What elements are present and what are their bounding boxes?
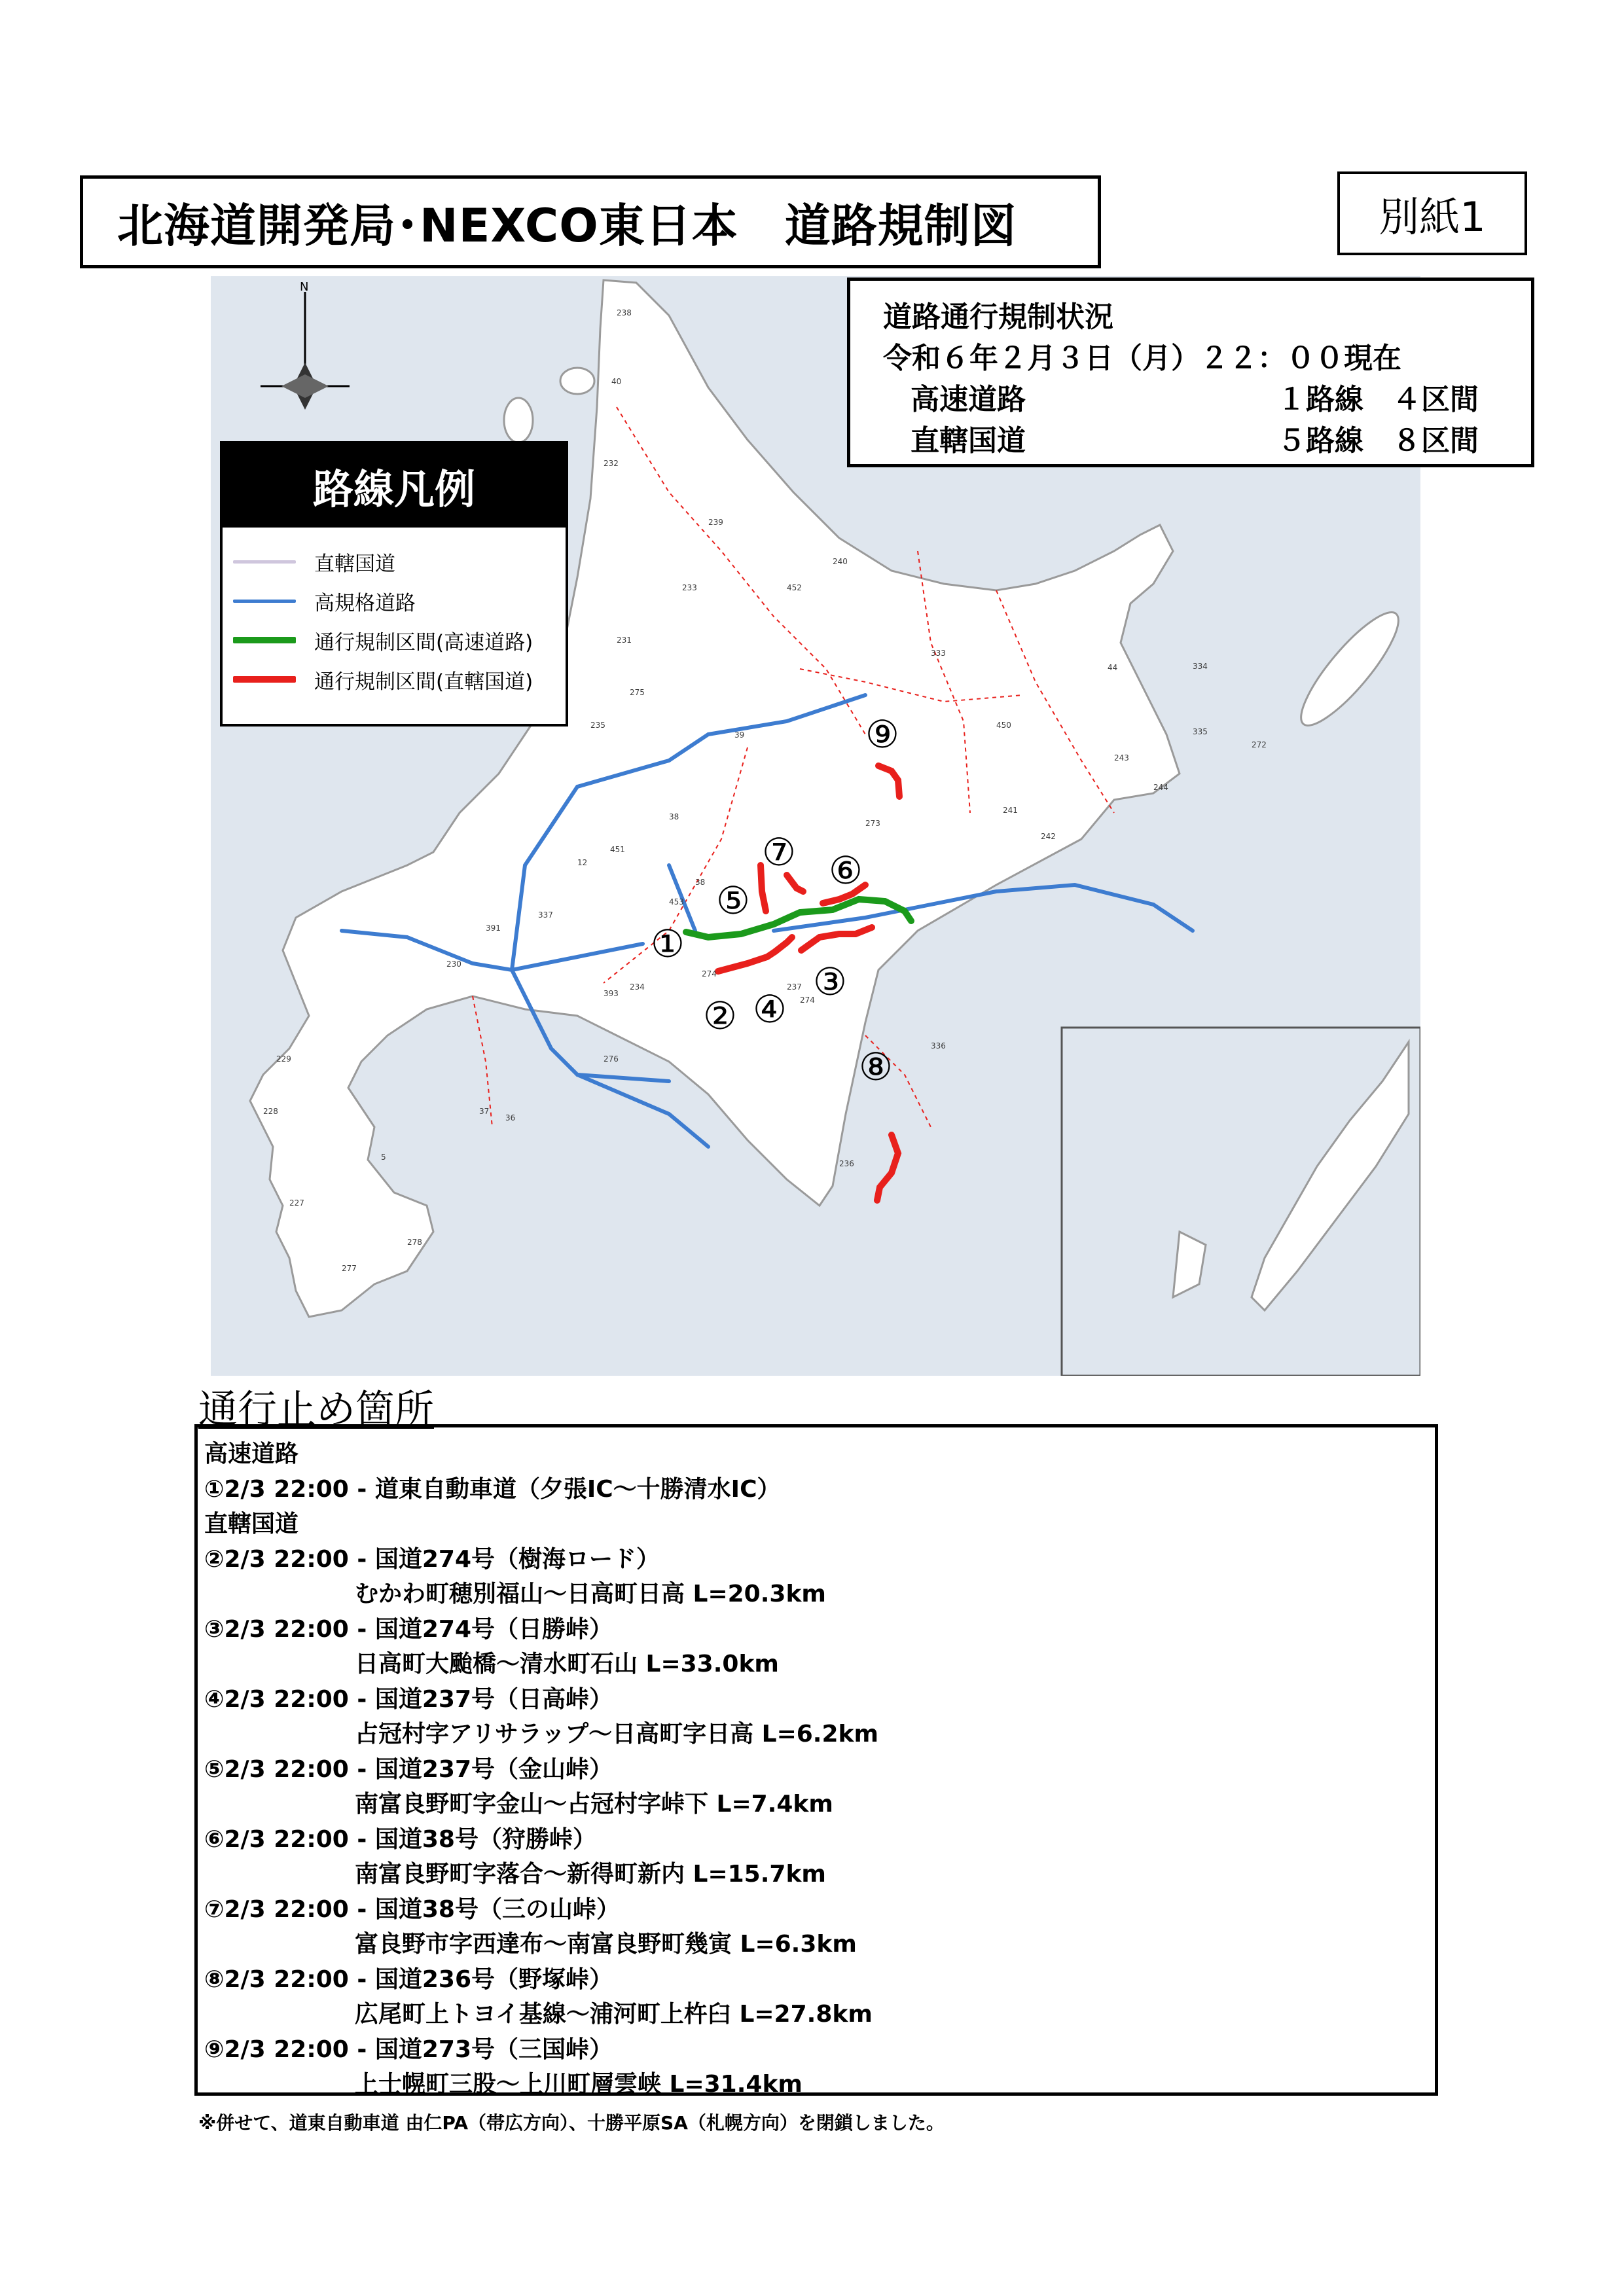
list-line: ⑧2/3 22:00 - 国道236号（野塚峠）	[204, 1965, 613, 1993]
route-number: 229	[276, 1054, 291, 1064]
route-number: 272	[1252, 740, 1267, 749]
route-number: 336	[931, 1041, 946, 1050]
route-number: 333	[931, 649, 946, 658]
route-number: 39	[734, 730, 745, 740]
marker-9: ⑨	[865, 712, 899, 757]
route-number: 44	[1108, 663, 1118, 672]
route-number: 278	[407, 1238, 422, 1247]
route-number: 274	[800, 996, 815, 1005]
route-number: 12	[577, 858, 588, 867]
status-row-label: 直轄国道	[911, 424, 1026, 457]
rishiri-island	[560, 368, 594, 394]
route-number: 230	[446, 960, 461, 969]
route-number: 234	[630, 982, 645, 992]
marker-7: ⑦	[762, 830, 796, 874]
list-line: ⑨2/3 22:00 - 国道273号（三国峠）	[204, 2036, 613, 2063]
route-number: 334	[1193, 662, 1208, 671]
list-detail: 富良野市字西達布～南富良野町幾寅 L=6.3km	[355, 1931, 857, 1958]
list-line: ②2/3 22:00 - 国道274号（樹海ロード）	[204, 1545, 660, 1573]
legend-line-swatch	[233, 676, 296, 683]
route-number: 391	[486, 924, 501, 933]
route-number: 235	[590, 721, 605, 730]
route-number: 40	[611, 377, 622, 386]
marker-6: ⑥	[829, 848, 863, 893]
route-number: 277	[342, 1264, 357, 1273]
inset-frame	[1062, 1028, 1420, 1376]
route-number: 232	[604, 459, 619, 468]
marker-5: ⑤	[716, 878, 750, 923]
legend-label: 高規格道路	[314, 591, 416, 615]
list-detail: 南富良野町字落合～新得町新内 L=15.7km	[355, 1861, 826, 1888]
route-number: 5	[381, 1153, 386, 1162]
route-number: 453	[669, 897, 684, 906]
list-line: ⑤2/3 22:00 - 国道237号（金山峠）	[204, 1755, 613, 1783]
list-line: 直轄国道	[204, 1511, 299, 1537]
route-number: 275	[630, 688, 645, 697]
route-number: 227	[289, 1198, 304, 1208]
closure-list	[194, 1424, 1438, 2096]
attachment-label: 別紙1	[1337, 171, 1527, 255]
marker-4: ④	[753, 987, 787, 1031]
legend-label: 直轄国道	[314, 552, 395, 576]
marker-2: ②	[703, 994, 737, 1038]
route-number: 276	[604, 1054, 619, 1064]
legend-label: 通行規制区間(直轄国道)	[314, 670, 533, 694]
route-number: 273	[865, 819, 880, 828]
route-number: 236	[839, 1159, 854, 1168]
route-number: 228	[263, 1107, 278, 1116]
legend-item-national-road	[233, 542, 566, 581]
status-row-expressway	[883, 379, 1531, 420]
list-detail: 南富良野町字金山～占冠村字峠下 L=7.4km	[355, 1791, 833, 1818]
route-number: 241	[1003, 806, 1018, 815]
list-line: ⑦2/3 22:00 - 国道38号（三の山峠）	[204, 1895, 620, 1923]
route-number: 240	[833, 557, 848, 566]
status-timestamp: 令和６年２月３日（月）２２：００現在	[883, 342, 1401, 375]
route-number: 242	[1041, 832, 1056, 841]
route-number: 38	[695, 878, 706, 887]
status-row-label: 高速道路	[911, 383, 1026, 416]
route-number: 38	[669, 812, 679, 821]
legend-line-swatch	[233, 560, 296, 564]
marker-8: ⑧	[859, 1045, 893, 1089]
status-row-value: ５路線 ８区間	[1277, 424, 1479, 457]
route-number: 238	[617, 308, 632, 317]
north-label: N	[300, 280, 309, 294]
route-number: 450	[996, 721, 1011, 730]
list-detail: 日高町大颱橋～清水町石山 L=33.0km	[355, 1651, 779, 1677]
route-number: 274	[702, 969, 717, 978]
route-number: 231	[617, 636, 632, 645]
footnote: ※併せて、道東自動車道 由仁PA（帯広方向）、十勝平原SA（札幌方向）を閉鎖しました。	[198, 2112, 945, 2134]
list-detail: むかわ町穂別福山～日高町日高 L=20.3km	[355, 1581, 826, 1607]
status-row-national-road	[883, 420, 1531, 461]
status-heading: 道路通行規制状況	[883, 300, 1113, 334]
route-number: 37	[479, 1107, 490, 1116]
page-title: 北海道開発局･NEXCO東日本 道路規制図	[80, 175, 1101, 268]
legend-item-national-road-closure	[233, 660, 566, 699]
marker-3: ③	[813, 960, 847, 1004]
route-number: 36	[505, 1113, 516, 1122]
route-number: 451	[610, 845, 625, 854]
route-number: 239	[708, 518, 723, 527]
route-number: 244	[1153, 783, 1168, 792]
list-line: ⑥2/3 22:00 - 国道38号（狩勝峠）	[204, 1825, 596, 1853]
legend-line-swatch	[233, 600, 296, 603]
legend-item-high-standard-road	[233, 581, 566, 620]
route-number: 233	[682, 583, 697, 592]
legend-title: 路線凡例	[223, 444, 566, 528]
list-line: ①2/3 22:00 - 道東自動車道（夕張IC～十勝清水IC）	[204, 1475, 781, 1503]
list-line: ④2/3 22:00 - 国道237号（日高峠）	[204, 1685, 613, 1713]
route-number: 452	[787, 583, 802, 592]
list-detail: 広尾町上トヨイ基線～浦河町上杵臼 L=27.8km	[355, 2001, 873, 2028]
status-row-value: １路線 ４区間	[1277, 383, 1479, 416]
route-number: 243	[1114, 753, 1129, 762]
route-number: 393	[604, 989, 619, 998]
marker-1: ①	[651, 922, 685, 966]
legend-item-expressway-closure	[233, 620, 566, 660]
route-number: 335	[1193, 727, 1208, 736]
list-detail: 上士幌町三股～上川町層雲峡 L=31.4km	[355, 2071, 803, 2098]
legend-line-swatch	[233, 637, 296, 643]
list-line: 高速道路	[204, 1441, 299, 1467]
status-panel	[847, 278, 1534, 467]
list-detail: 占冠村字アリサラップ～日高町字日高 L=6.2km	[355, 1721, 878, 1748]
legend-label: 通行規制区間(高速道路)	[314, 630, 533, 655]
rebun-island	[504, 398, 533, 442]
route-number: 237	[787, 982, 802, 992]
list-line: ③2/3 22:00 - 国道274号（日勝峠）	[204, 1615, 613, 1643]
map-legend	[220, 441, 568, 726]
route-number: 337	[538, 910, 553, 920]
closures-heading: 通行止め箇所	[198, 1387, 434, 1433]
